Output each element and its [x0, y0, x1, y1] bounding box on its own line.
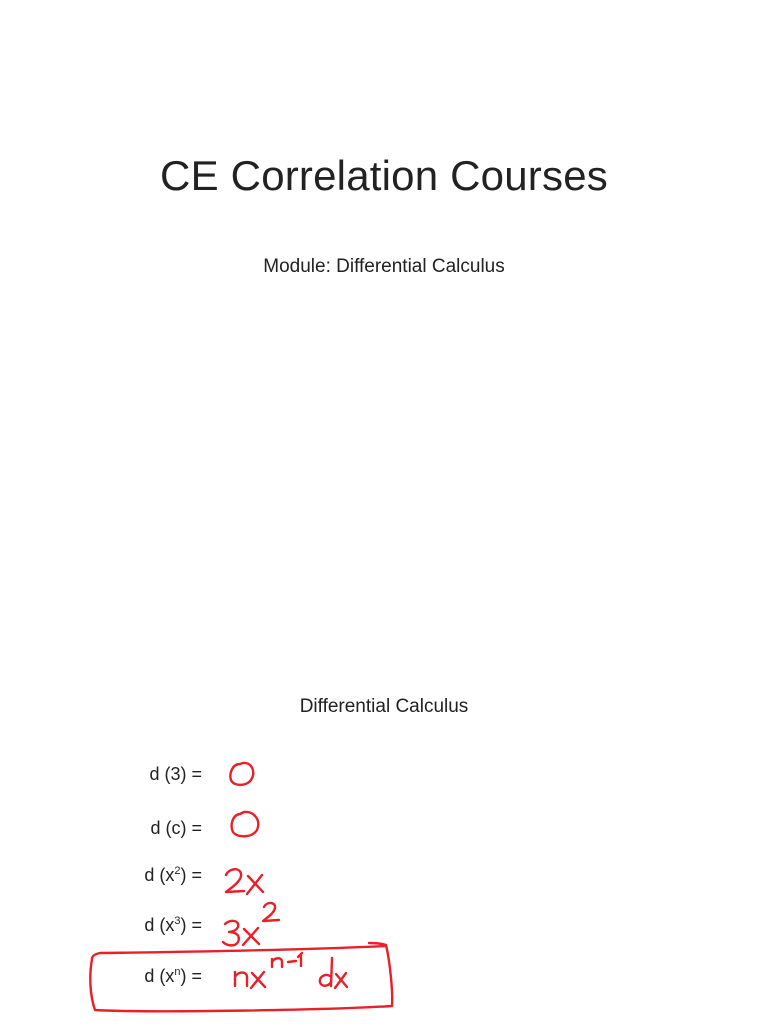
equation-row	[144, 865, 202, 886]
handwritten-box	[90, 943, 392, 1011]
handwritten-answer-2x	[226, 869, 263, 894]
equation-text-end: ) =	[180, 865, 202, 885]
content-slide-title: Differential Calculus	[299, 696, 469, 717]
handwritten-answer-3x-squared	[223, 903, 279, 945]
equation-row	[144, 966, 202, 987]
equation-row	[149, 764, 202, 785]
equation-text: d (x	[144, 915, 175, 935]
equation-text: d (x	[144, 966, 175, 986]
equation-text: d (c) =	[150, 818, 202, 838]
handwritten-answer-zero	[230, 763, 253, 785]
equation-exponent: n	[174, 966, 181, 978]
equation-text: d (x	[144, 865, 175, 885]
handwritten-answer-zero	[232, 812, 259, 836]
equation-text-end: ) =	[180, 966, 202, 986]
equation-text-end: ) =	[180, 915, 202, 935]
equation-row	[150, 818, 202, 839]
slide-subtitle: Module: Differential Calculus	[263, 256, 505, 277]
equation-exponent: 3	[174, 915, 181, 927]
slide-title: CE Correlation Courses	[160, 152, 608, 199]
handwritten-answer-power-rule	[235, 953, 347, 988]
equation-row	[144, 915, 202, 936]
equation-exponent: 2	[174, 865, 181, 877]
equation-text: d (3) =	[149, 764, 202, 784]
content-slide	[0, 640, 768, 1024]
